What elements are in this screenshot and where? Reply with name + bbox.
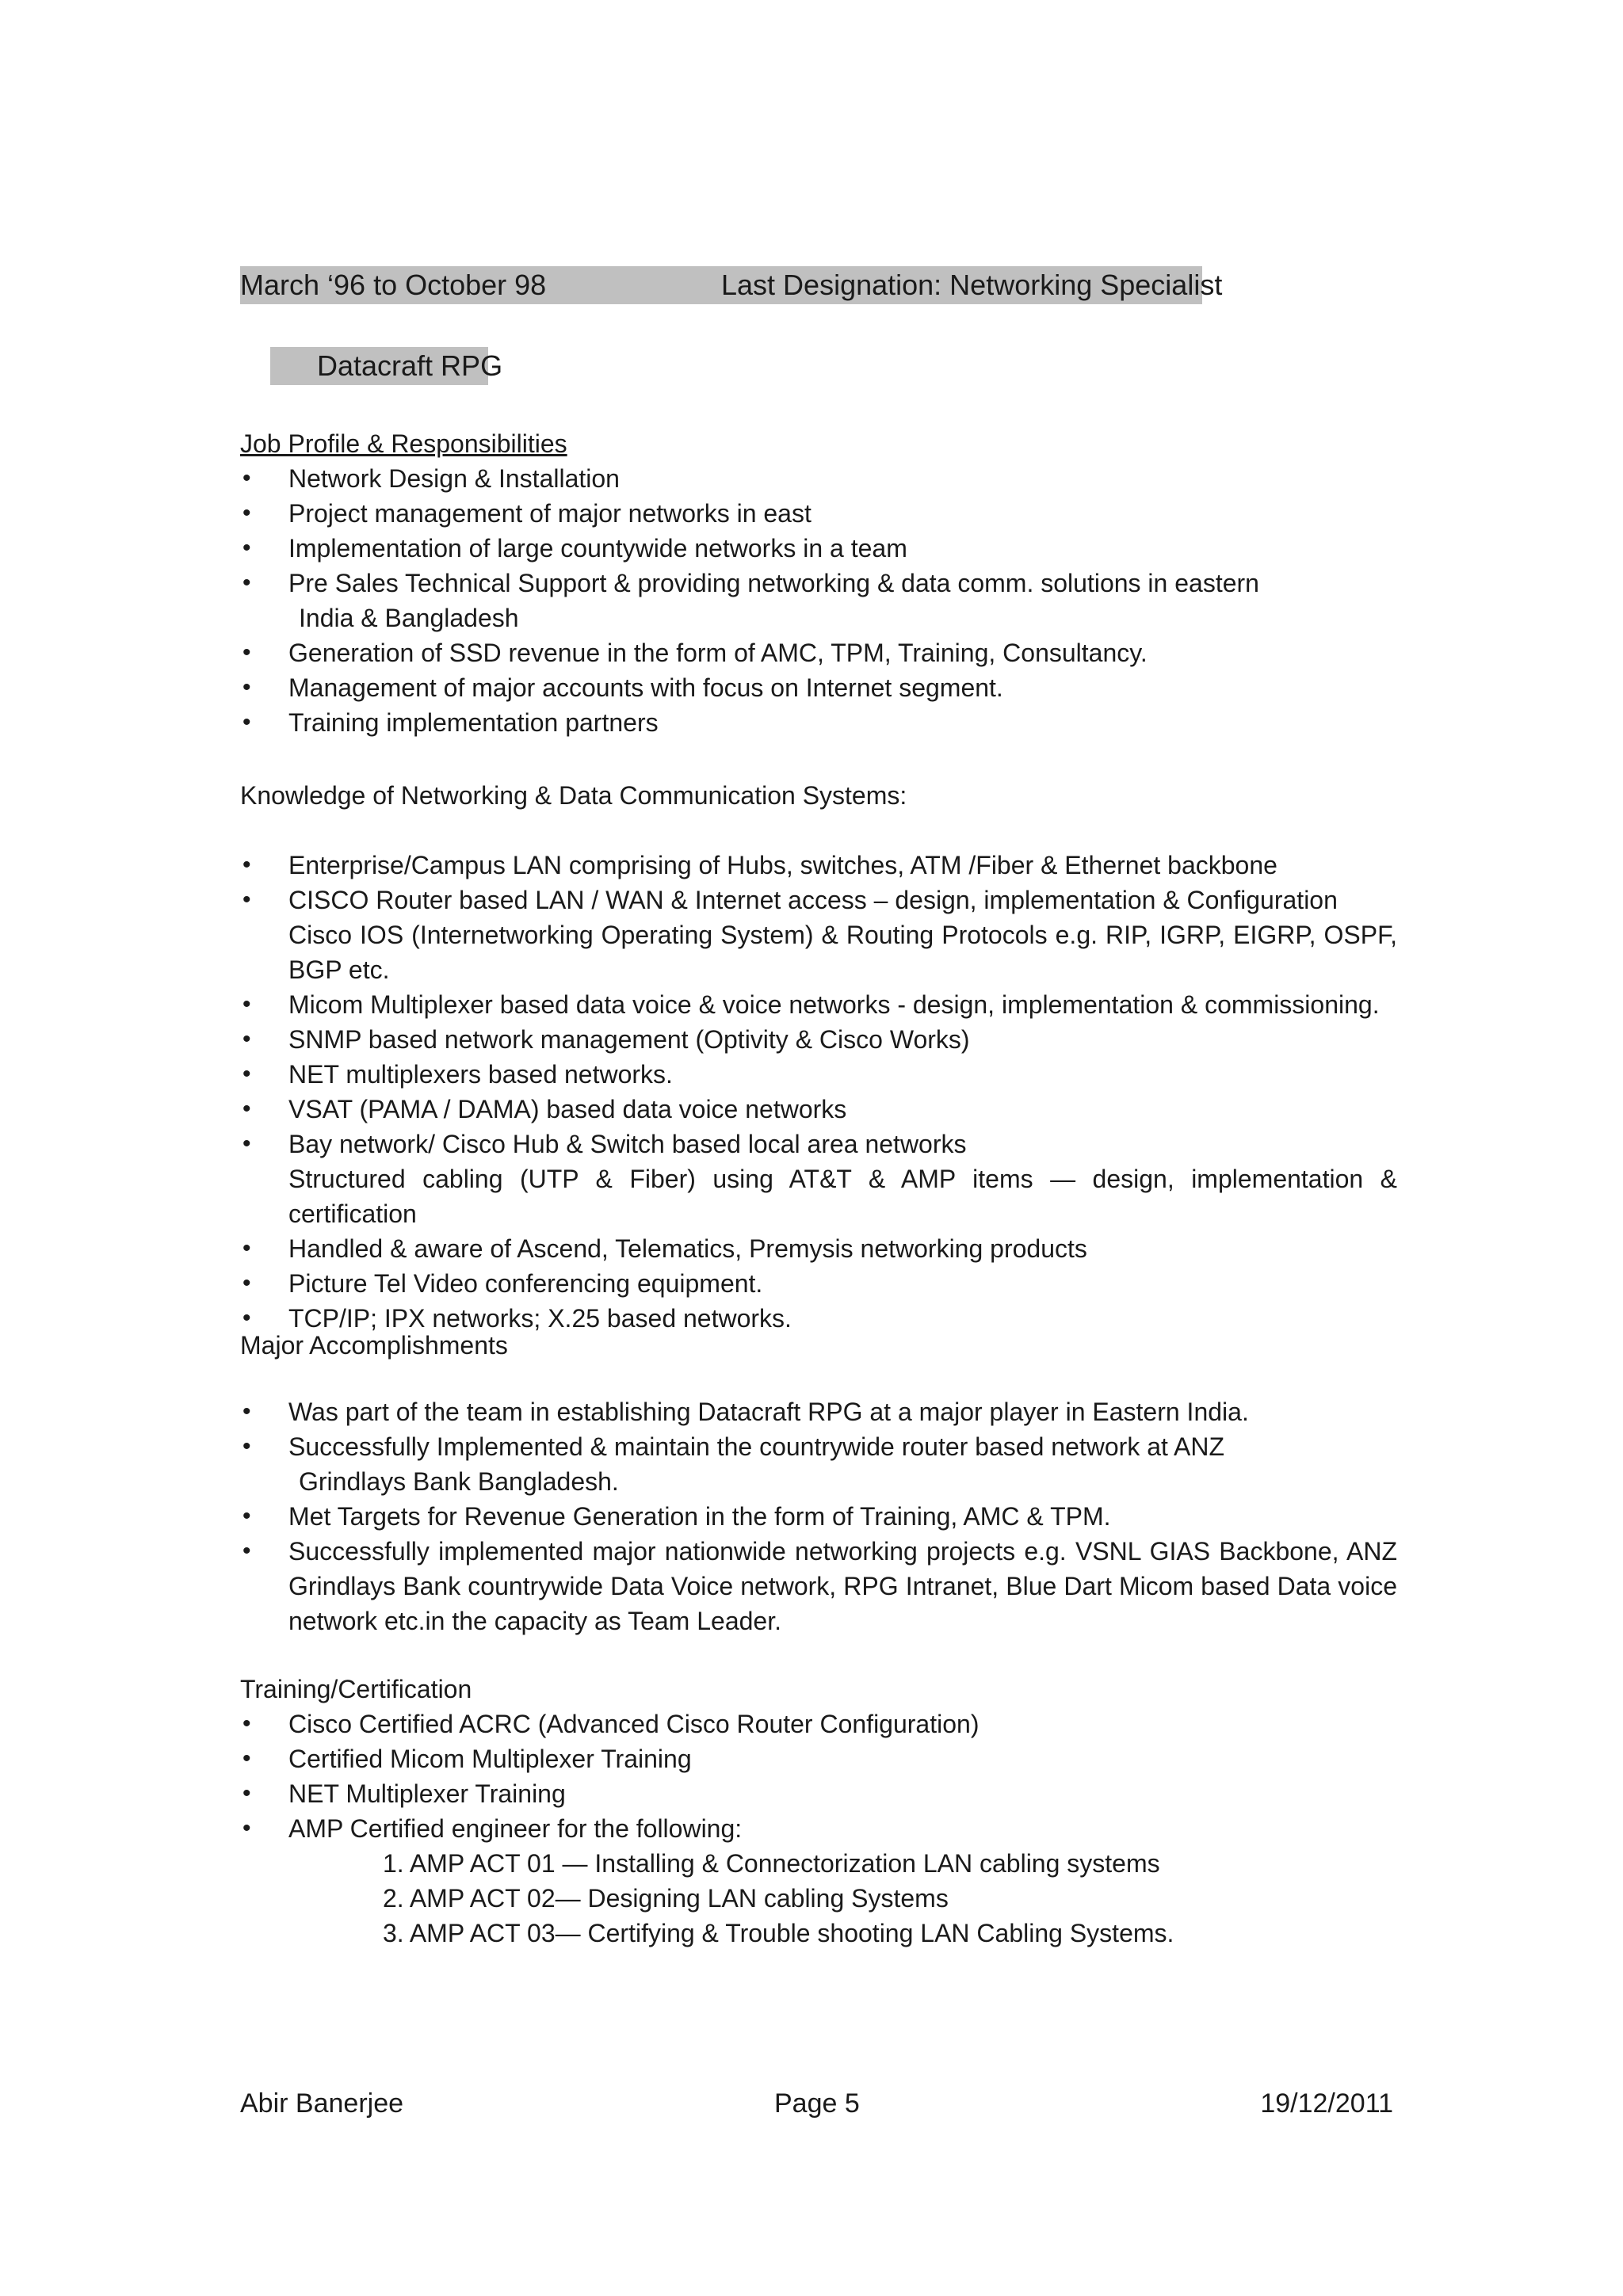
list-item: • Implementation of large countywide networks in a team xyxy=(240,531,1397,566)
list-item: • Certified Micom Multiplexer Training xyxy=(240,1741,1397,1776)
footer-author: Abir Banerjee xyxy=(240,2088,404,2119)
bullet-icon: • xyxy=(242,1026,251,1052)
certification-sub-item: 3. AMP ACT 03— Certifying & Trouble shooting LAN Cabling Systems. xyxy=(383,1919,1174,1947)
bullet-icon: • xyxy=(242,1235,251,1261)
list-item: • NET multiplexers based networks. xyxy=(240,1057,1397,1092)
list-item: • Enterprise/Campus LAN comprising of Hubs, switches, ATM /Fiber & Ethernet backbone xyxy=(240,848,1397,883)
bullet-icon: • xyxy=(242,1815,251,1841)
bullet-icon: • xyxy=(242,1096,251,1122)
list-item: • Network Design & Installation xyxy=(240,461,1397,496)
list-item: • Training implementation partners xyxy=(240,705,1397,740)
footer-page-number: Page 5 xyxy=(774,2088,860,2119)
bullet-icon: • xyxy=(242,1711,251,1737)
training-list xyxy=(240,1707,1397,1846)
bullet-icon: • xyxy=(242,852,251,878)
list-item: • Management of major accounts with focus on Internet segment. xyxy=(240,670,1397,705)
bullet-icon: • xyxy=(242,1503,251,1529)
list-item: • Project management of major networks in east xyxy=(240,496,1397,531)
bullet-icon: • xyxy=(242,991,251,1017)
bullet-icon: • xyxy=(242,1745,251,1772)
bullet-icon: • xyxy=(242,639,251,666)
bullet-icon: • xyxy=(242,535,251,561)
accomplishments-list xyxy=(240,1394,1397,1638)
footer-date: 19/12/2011 xyxy=(1260,2088,1393,2119)
bullet-icon: • xyxy=(242,1538,251,1564)
bullet-icon: • xyxy=(242,1398,251,1425)
bullet-icon: • xyxy=(242,709,251,735)
knowledge-list xyxy=(240,848,1397,1336)
training-heading: Training/Certification xyxy=(240,1675,472,1703)
company-name: Datacraft RPG xyxy=(317,349,503,382)
bullet-icon: • xyxy=(242,465,251,491)
list-item: • VSAT (PAMA / DAMA) based data voice networks xyxy=(240,1092,1397,1127)
bullet-icon: • xyxy=(242,500,251,526)
list-item: • Was part of the team in establishing Datacraft RPG at a major player in Eastern India. xyxy=(240,1394,1397,1429)
list-item: • Picture Tel Video conferencing equipment. xyxy=(240,1266,1397,1301)
bullet-icon: • xyxy=(242,674,251,700)
bullet-icon: • xyxy=(242,570,251,596)
certification-sub-item: 1. AMP ACT 01 — Installing & Connectorization LAN cabling systems xyxy=(383,1849,1160,1878)
accomplishments-heading: Major Accomplishments xyxy=(240,1331,508,1360)
list-item: • CISCO Router based LAN / WAN & Internet access – design, implementation & Configuration Cisco IOS (Internetworking Operating System) & Routing Protocols e.g. RIP, IGRP, EIGRP, OSPF, BGP etc. xyxy=(240,883,1397,987)
list-item: • SNMP based network management (Optivity & Cisco Works) xyxy=(240,1022,1397,1057)
job-profile-heading: Job Profile & Responsibilities xyxy=(240,429,567,458)
list-item: • TCP/IP; IPX networks; X.25 based networks. xyxy=(240,1301,1397,1336)
bullet-icon: • xyxy=(242,1433,251,1459)
certification-sub-item: 2. AMP ACT 02— Designing LAN cabling Systems xyxy=(383,1884,949,1913)
list-item: • Micom Multiplexer based data voice & voice networks - design, implementation & commissioning. xyxy=(240,987,1397,1022)
list-item: • Successfully Implemented & maintain the countrywide router based network at ANZ Grindlays Bank Bangladesh. xyxy=(240,1429,1397,1499)
list-item: • Generation of SSD revenue in the form of AMC, TPM, Training, Consultancy. xyxy=(240,635,1397,670)
job-profile-list xyxy=(240,461,1397,740)
employment-period: March ‘96 to October 98 xyxy=(240,269,547,301)
last-designation: Last Designation: Networking Specialist xyxy=(721,269,1223,301)
list-item: • AMP Certified engineer for the following: xyxy=(240,1811,1397,1846)
bullet-icon: • xyxy=(242,1131,251,1157)
bullet-icon: • xyxy=(242,887,251,913)
list-item: • Handled & aware of Ascend, Telematics, Premysis networking products xyxy=(240,1231,1397,1266)
knowledge-heading: Knowledge of Networking & Data Communication Systems: xyxy=(240,781,907,810)
list-item: • Met Targets for Revenue Generation in the form of Training, AMC & TPM. xyxy=(240,1499,1397,1534)
list-item: • NET Multiplexer Training xyxy=(240,1776,1397,1811)
list-item: • Cisco Certified ACRC (Advanced Cisco Router Configuration) xyxy=(240,1707,1397,1741)
bullet-icon: • xyxy=(242,1780,251,1806)
list-item: • Successfully implemented major nationwide networking projects e.g. VSNL GIAS Backbone, ANZ Grindlays Bank countrywide Data Voice network, RPG Intranet, Blue Dart Micom based Data voice network etc.in the capacity as Team Leader. xyxy=(240,1534,1397,1638)
list-item: • Bay network/ Cisco Hub & Switch based local area networks Structured cabling (UTP & Fiber) using AT&T & AMP items — design, implementation & certification xyxy=(240,1127,1397,1231)
list-item: • Pre Sales Technical Support & providing networking & data comm. solutions in eastern India & Bangladesh xyxy=(240,566,1397,635)
bullet-icon: • xyxy=(242,1305,251,1331)
bullet-icon: • xyxy=(242,1061,251,1087)
bullet-icon: • xyxy=(242,1270,251,1296)
